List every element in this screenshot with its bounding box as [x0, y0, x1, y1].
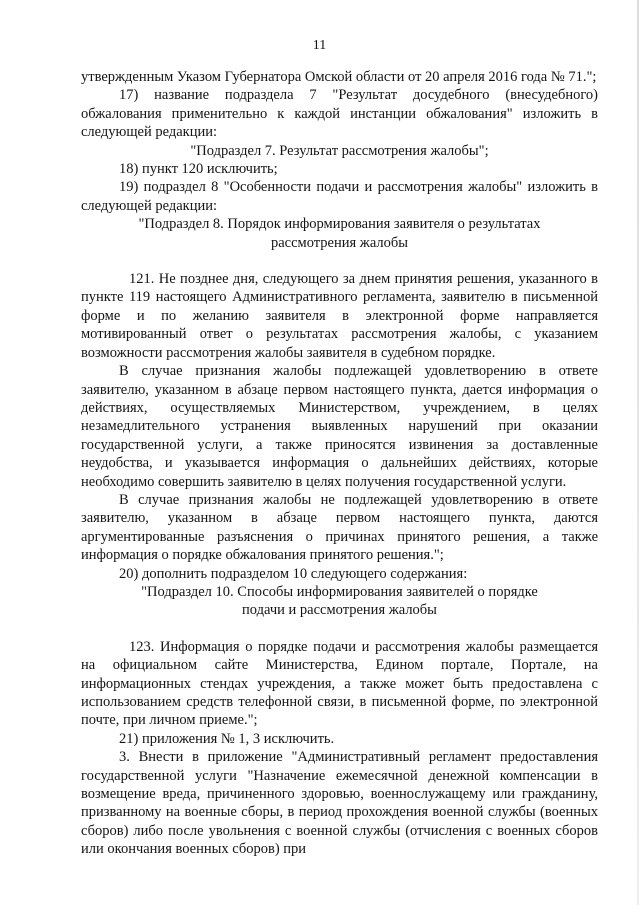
- paragraph: 20) дополнить подразделом 10 следующего содержания:: [119, 565, 468, 582]
- subsection-title: "Подраздел 10. Способы информирования заявителей о порядке подачи и рассмотрения жалобы: [141, 583, 538, 619]
- paragraph: 123. Информация о порядке подачи и рассмотрения жалобы размещается на официальном сайте Министерства, Едином портале, Портале, на информационных стендах учреждения, а также может быть предоставлена с использованием средств телефонной связи, в письменной форме, по электронной почте, при личном приеме.";: [81, 638, 598, 729]
- paragraph: В случае признания жалобы подлежащей удовлетворению в ответе заявителю, указанном в абзаце первом настоящего пункта, дается информация о действиях, осуществляемых Министерством, учреждением, в целях незамедлительного устранения выявленных нарушений при оказании государственной услуги, а также приносятся извинения за доставленные неудобства, и указывается информация о дальнейших действиях, которые необходимо совершить заявителю в целях получения государственной услуги.: [81, 363, 598, 490]
- paragraph: 21) приложения № 1, 3 исключить.: [119, 730, 335, 747]
- paragraph: В случае признания жалобы не подлежащей удовлетворению в ответе заявителю, указанном в абзаце первом настоящего пункта, даются аргументированные разъяснения о причинах принятого решения, а также информация о порядке обжалования принятого решения.";: [81, 491, 598, 564]
- subsection-title: "Подраздел 8. Порядок информирования заявителя о результатах рассмотрения жалобы: [138, 216, 541, 251]
- page-number: 11: [312, 38, 327, 53]
- paragraph: 121. Не позднее дня, следующего за днем принятия решения, указанного в пункте 119 настоящего Административного регламента, заявителю в письменной форме и по желанию заявителя в электронной форме направляется мотивированный ответ о результатах рассмотрения жалобы, с указанием возможности рассмотрения жалобы заявителя в судебном порядке.: [81, 271, 598, 361]
- paragraph: 18) пункт 120 исключить;: [119, 161, 278, 178]
- paragraph: 17) название подраздела 7 "Результат досудебного (внесудебного) обжалования применительно к каждой инстанции обжалования" изложить в следующей редакции:: [81, 87, 598, 141]
- subsection-title: "Подраздел 7. Результат рассмотрения жалобы";: [190, 142, 489, 159]
- document-body: [81, 68, 598, 859]
- paragraph: утвержденным Указом Губернатора Омской области от 20 апреля 2016 года № 71.";: [81, 69, 597, 85]
- paragraph: 19) подраздел 8 "Особенности подачи и рассмотрения жалобы" изложить в следующей редакции:: [81, 179, 598, 214]
- paragraph: 3. Внести в приложение "Административный регламент предоставления государственной услуги "Назначение ежемесячной денежной компенсации в возмещение вреда, причиненного здоровью, военнослужащему или гражданину, призванному на военные сборы, в период прохождения военной службы (военных сборов) либо после увольнения с военной службы (отчисления с военных сборов или окончания военных сборов) при: [81, 749, 598, 858]
